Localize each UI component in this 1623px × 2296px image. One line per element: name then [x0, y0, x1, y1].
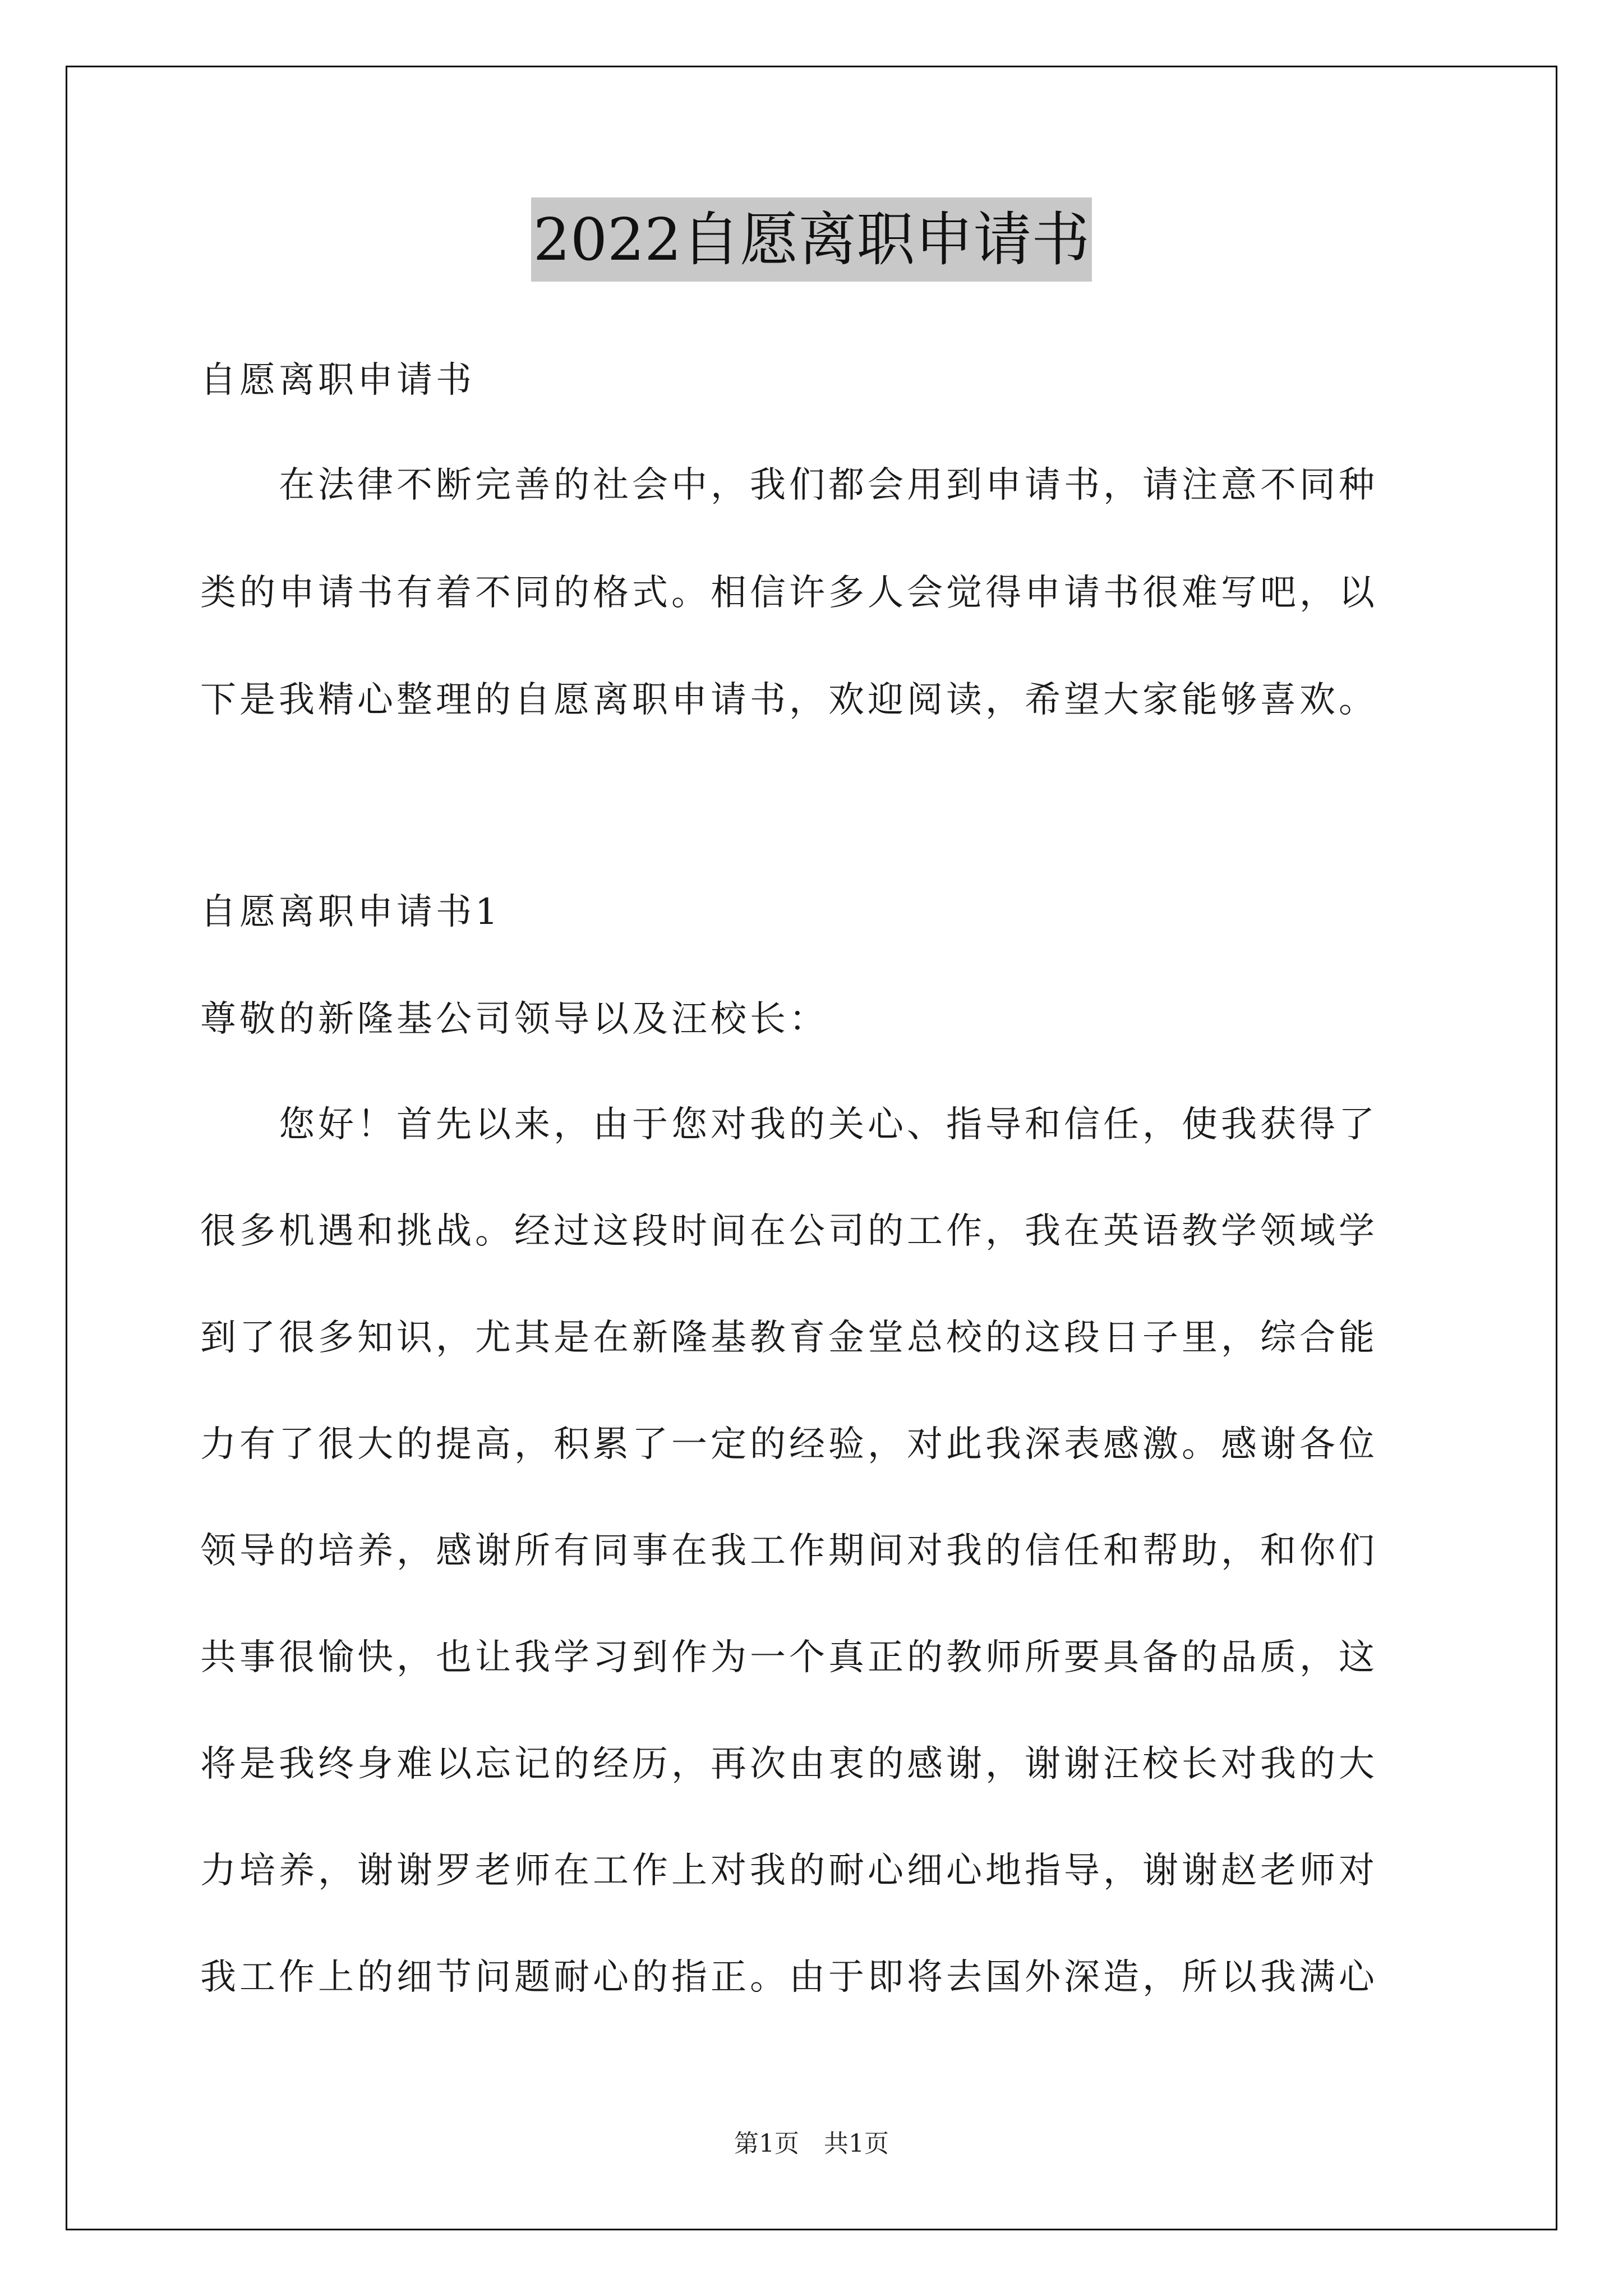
paragraph-line: 类的申请书有着不同的格式。相信许多人会觉得申请书很难写吧，以 [200, 572, 1378, 614]
paragraph-line: 在法律不断完善的社会中，我们都会用到申请书，请注意不同种 [200, 464, 1378, 506]
heading-line: 自愿离职申请书 [200, 360, 475, 401]
paragraph-line: 力培养，谢谢罗老师在工作上对我的耐心细心地指导，谢谢赵老师对 [200, 1850, 1378, 1892]
paragraph-line: 到了很多知识，尤其是在新隆基教育金堂总校的这段日子里，综合能 [200, 1317, 1378, 1359]
paragraph-line: 我工作上的细节问题耐心的指正。由于即将去国外深造，所以我满心 [200, 1957, 1378, 1998]
paragraph-line: 您好！首先以来，由于您对我的关心、指导和信任，使我获得了 [200, 1104, 1378, 1145]
document-title: 2022自愿离职申请书 [531, 197, 1092, 282]
paragraph-line: 下是我精心整理的自愿离职申请书，欢迎阅读，希望大家能够喜欢。 [200, 679, 1378, 721]
salutation-line: 尊敬的新隆基公司领导以及汪校长： [200, 999, 828, 1040]
title-container [0, 197, 1623, 282]
paragraph-line: 力有了很大的提高，积累了一定的经验，对此我深表感激。感谢各位 [200, 1424, 1378, 1465]
page-footer: 第1页 共1页 [734, 2129, 889, 2158]
paragraph-line: 共事很愉快，也让我学习到作为一个真正的教师所要具备的品质，这 [200, 1637, 1378, 1678]
section-heading: 自愿离职申请书1 [200, 891, 501, 933]
paragraph-line: 将是我终身难以忘记的经历，再次由衷的感谢，谢谢汪校长对我的大 [200, 1743, 1378, 1785]
paragraph-line: 很多机遇和挑战。经过这段时间在公司的工作，我在英语教学领域学 [200, 1211, 1378, 1252]
paragraph-line: 领导的培养，感谢所有同事在我工作期间对我的信任和帮助，和你们 [200, 1530, 1378, 1572]
